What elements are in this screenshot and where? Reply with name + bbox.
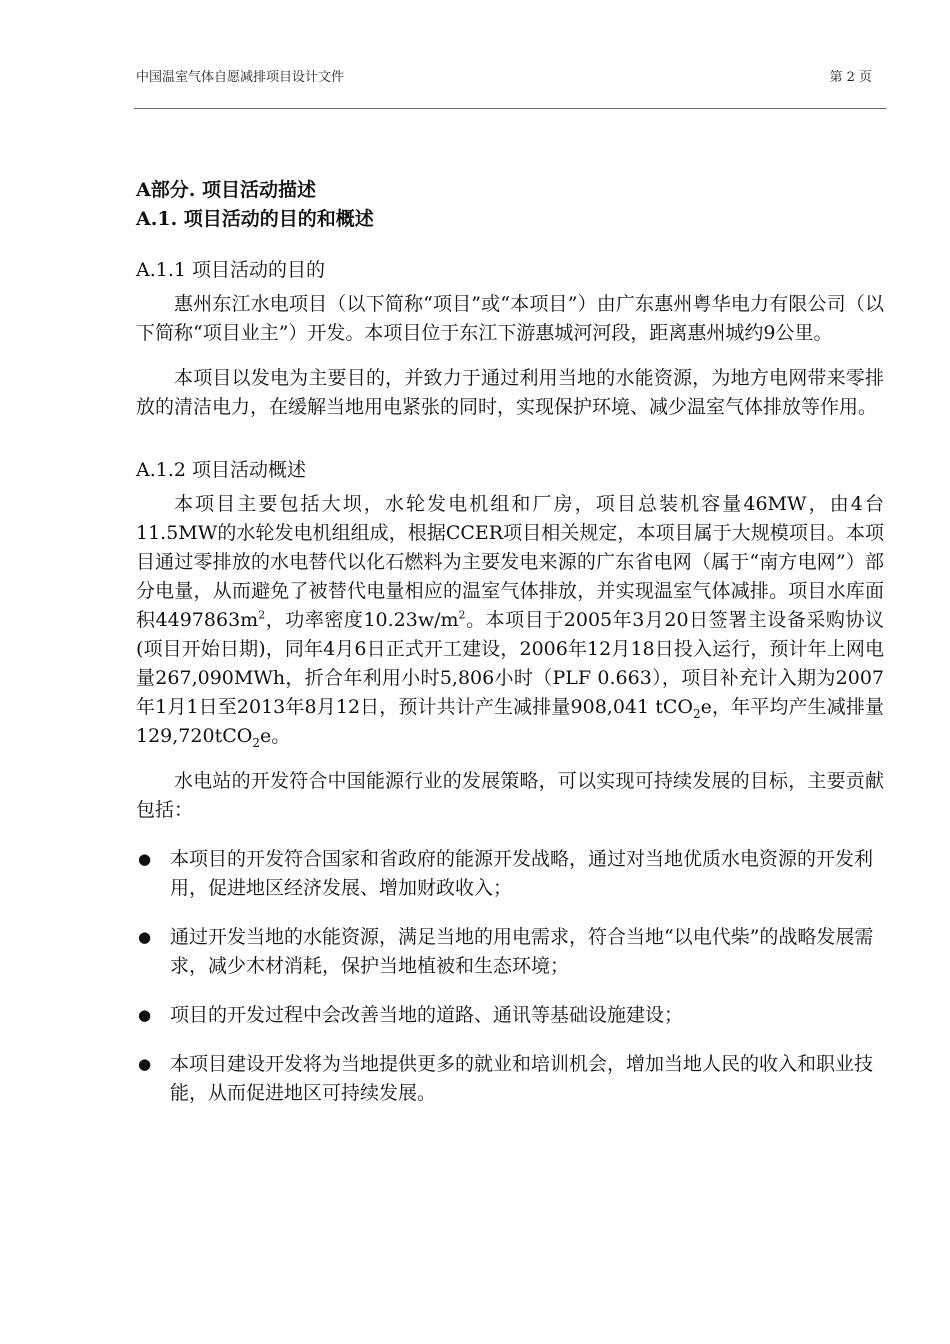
list-item	[136, 1050, 884, 1108]
page-header	[136, 66, 884, 86]
paragraph-a11-2: 本项目以发电为主要目的，并致力于通过利用当地的水能资源，为地方电网带来零排放的清洁电力，在缓解当地用电紧张的同时，实现保护环境、减少温室气体排放等作用。	[136, 367, 884, 418]
superscript-2: 2	[258, 608, 266, 622]
subscript-2: 2	[252, 735, 260, 750]
list-item	[136, 845, 884, 903]
paragraph-a12-2: 水电站的开发符合中国能源行业的发展策略，可以实现可持续发展的目标，主要贡献包括：	[136, 770, 884, 821]
list-item	[136, 923, 884, 981]
list-item-text: 项目的开发过程中会改善当地的道路、通讯等基础设施建设；	[170, 1004, 684, 1026]
paragraph-a12-1-part-c: 。本项目于2005年3月20日签署主设备采购协议(项目开始日期)，同年4月6日正式开工建设，2006年12月18日投入运行，预计年上网电量267,090MWh，折合年利用小时5,806小时（PLF 0.663），项目补充计入期为2007年1月1日至2013年8月12日，预计共计产生减排量908,041 tCO	[136, 609, 885, 718]
subsection-heading-a12: A.1.2 项目活动概述	[136, 459, 307, 481]
paragraph-a12-1-part-b: ，功率密度10.23w/m	[265, 609, 459, 631]
list-item	[136, 1001, 884, 1030]
header-divider	[134, 108, 886, 109]
bullet-icon: ●	[138, 928, 152, 946]
list-item-text: 本项目建设开发将为当地提供更多的就业和培训机会，增加当地人民的收入和职业技能，从而促进地区可持续发展。	[170, 1053, 874, 1104]
bullet-icon: ●	[138, 1055, 152, 1073]
bullet-icon: ●	[138, 1006, 152, 1024]
contribution-list	[136, 845, 884, 1108]
subsection-heading-a11: A.1.1 项目活动的目的	[136, 259, 326, 281]
bullet-icon: ●	[138, 850, 152, 868]
paragraph-a12-1	[136, 490, 884, 751]
list-item-text: 本项目的开发符合国家和省政府的能源开发战略，通过对当地优质水电资源的开发利用，促进地区经济发展、增加财政收入；	[170, 848, 874, 899]
paragraph-a12-1-part-e: e。	[259, 725, 291, 747]
subscript-2: 2	[693, 706, 701, 721]
list-item-text: 通过开发当地的水能资源，满足当地的用电需求，符合当地“以电代柴”的战略发展需求，减少木材消耗，保护当地植被和生态环境；	[170, 926, 874, 977]
paragraph-a12-1-part-d: e，年平均产生减排量129,720tCO	[136, 696, 884, 747]
part-title: A部分. 项目活动描述	[136, 179, 316, 201]
paragraph-a11-1: 惠州东江水电项目（以下简称“项目”或“本项目”）由广东惠州粤华电力有限公司（以下简称“项目业主”）开发。本项目位于东江下游惠城河河段，距离惠州城约9公里。	[136, 293, 884, 344]
page-number: 第 2 页	[829, 70, 872, 85]
document-body	[136, 176, 884, 1108]
paragraph-a12-1-part-a: 本项目主要包括大坝，水轮发电机组和厂房，项目总装机容量46MW，由4台11.5MW的水轮发电机组组成，根据CCER项目相关规定，本项目属于大规模项目。本项目通过零排放的水电替代以化石燃料为主要发电来源的广东省电网（属于“南方电网”）部分电量，从而避免了被替代电量相应的温室气体排放，并实现温室气体减排。项目水库面积4497863m	[136, 493, 884, 631]
section-title: A.1. 项目活动的目的和概述	[136, 208, 374, 230]
document-title: 中国温室气体自愿减排项目设计文件	[136, 70, 345, 85]
superscript-2: 2	[458, 608, 466, 622]
